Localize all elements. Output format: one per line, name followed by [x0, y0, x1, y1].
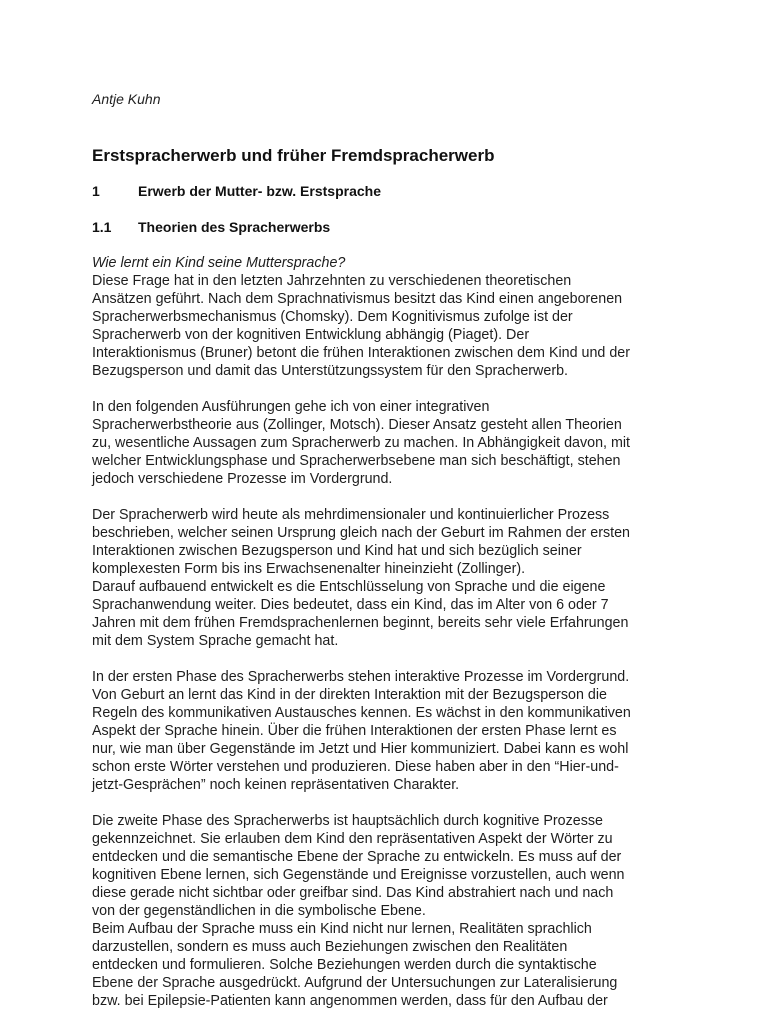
paragraph-line: Der Spracherwerb wird heute als mehrdimensionaler und kontinuierlicher Prozess	[92, 507, 610, 523]
guiding-question: Wie lernt ein Kind seine Muttersprache?	[92, 255, 346, 271]
paragraph-line: Aspekt der Sprache hinein. Über die frühen Interaktionen der ersten Phase lernt es	[92, 723, 617, 739]
paragraph-line: entdecken und formulieren. Solche Beziehungen werden durch die syntaktische	[92, 957, 597, 973]
author-name: Antje Kuhn	[92, 91, 161, 107]
paragraph-line: Bezugsperson und damit das Unterstützungssystem für den Spracherwerb.	[92, 363, 569, 379]
paragraph-line: Ebene der Sprache ausgedrückt. Aufgrund der Untersuchungen zur Lateralisierung	[92, 975, 618, 991]
paragraph-line: gekennzeichnet. Sie erlauben dem Kind den repräsentativen Aspekt der Wörter zu	[92, 831, 613, 847]
paragraph-line: Regeln des kommunikativen Austausches kennen. Es wächst in den kommunikativen	[92, 705, 631, 721]
paragraph-line: darzustellen, sondern es muss auch Beziehungen zwischen den Realitäten	[92, 939, 568, 955]
section-title: Theorien des Spracherwerbs	[138, 219, 331, 235]
paragraph-line: Von Geburt an lernt das Kind in der direkten Interaktion mit der Bezugsperson die	[92, 687, 607, 703]
section-number: 1	[92, 183, 100, 199]
paragraph-line: mit dem System Sprache gemacht hat.	[92, 633, 339, 649]
paragraph-line: welcher Entwicklungsphase und Spracherwerbsebene man sich beschäftigt, stehen	[92, 453, 621, 469]
paragraph-line: von der gegenständlichen in die symbolische Ebene.	[92, 903, 426, 919]
paragraph-line: Spracherwerb von der kognitiven Entwicklung abhängig (Piaget). Der	[92, 327, 530, 343]
paragraph-line: In der ersten Phase des Spracherwerbs stehen interaktive Prozesse im Vordergrund.	[92, 669, 630, 685]
paragraph-gap	[92, 794, 692, 812]
paragraph-gap	[92, 380, 692, 398]
paragraph-line: Interaktionismus (Bruner) betont die frühen Interaktionen zwischen dem Kind und der	[92, 345, 631, 361]
paragraph-line: beschrieben, welcher seinen Ursprung gleich nach der Geburt im Rahmen der ersten	[92, 525, 631, 541]
paragraph-line: zu, wesentliche Aussagen zum Spracherwerb zu machen. In Abhängigkeit davon, mit	[92, 435, 631, 451]
paragraph-line: Jahren mit dem frühen Fremdsprachenlernen beginnt, bereits sehr viele Erfahrungen	[92, 615, 629, 631]
paragraph-line: In den folgenden Ausführungen gehe ich von einer integrativen	[92, 399, 490, 415]
document-title: Erstspracherwerb und früher Fremdspracherwerb	[92, 146, 495, 165]
section-number: 1.1	[92, 219, 112, 235]
paragraph-gap	[92, 650, 692, 668]
section-heading-1-1	[92, 219, 330, 235]
paragraph-line: Interaktionen zwischen Bezugsperson und Kind hat und sich bezüglich seiner	[92, 543, 582, 559]
paragraph-line: jedoch verschiedene Prozesse im Vordergrund.	[92, 471, 393, 487]
paragraph-line: komplexesten Form bis ins Erwachsenenalter hineinzieht (Zollinger).	[92, 561, 526, 577]
paragraph-line: bzw. bei Epilepsie-Patienten kann angenommen werden, dass für den Aufbau der	[92, 993, 608, 1009]
paragraph-line: jetzt-Gesprächen” noch keinen repräsentativen Charakter.	[92, 777, 460, 793]
section-title: Erwerb der Mutter- bzw. Erstsprache	[138, 183, 381, 199]
paragraph-line: Spracherwerbsmechanismus (Chomsky). Dem Kognitivismus zufolge ist der	[92, 309, 573, 325]
paragraph-line: entdecken und die semantische Ebene der Sprache zu entwickeln. Es muss auf der	[92, 849, 622, 865]
paragraph-line: diese gerade nicht sichtbar oder greifbar sind. Das Kind abstrahiert nach und nach	[92, 885, 614, 901]
paragraph-line: schon erste Wörter verstehen und produzieren. Diese haben aber in den “Hier-und-	[92, 759, 619, 775]
body-text	[92, 254, 692, 1010]
paragraph-gap	[92, 488, 692, 506]
paragraph-line: Darauf aufbauend entwickelt es die Entschlüsselung von Sprache und die eigene	[92, 579, 606, 595]
paragraph-line: Spracherwerbstheorie aus (Zollinger, Motsch). Dieser Ansatz gesteht allen Theorien	[92, 417, 622, 433]
paragraph-line: Diese Frage hat in den letzten Jahrzehnten zu verschiedenen theoretischen	[92, 273, 572, 289]
section-heading-1	[92, 183, 381, 199]
paragraph-line: Die zweite Phase des Spracherwerbs ist hauptsächlich durch kognitive Prozesse	[92, 813, 603, 829]
paragraph-line: Beim Aufbau der Sprache muss ein Kind nicht nur lernen, Realitäten sprachlich	[92, 921, 592, 937]
paragraph-line: Ansätzen geführt. Nach dem Sprachnativismus besitzt das Kind einen angeborenen	[92, 291, 623, 307]
paragraph-line: nur, wie man über Gegenstände im Jetzt und Hier kommuniziert. Dabei kann es wohl	[92, 741, 629, 757]
paragraph-line: Sprachanwendung weiter. Dies bedeutet, dass ein Kind, das im Alter von 6 oder 7	[92, 597, 609, 613]
paragraph-line: kognitiven Ebene lernen, sich Gegenstände und Ereignisse vorzustellen, auch wenn	[92, 867, 625, 883]
